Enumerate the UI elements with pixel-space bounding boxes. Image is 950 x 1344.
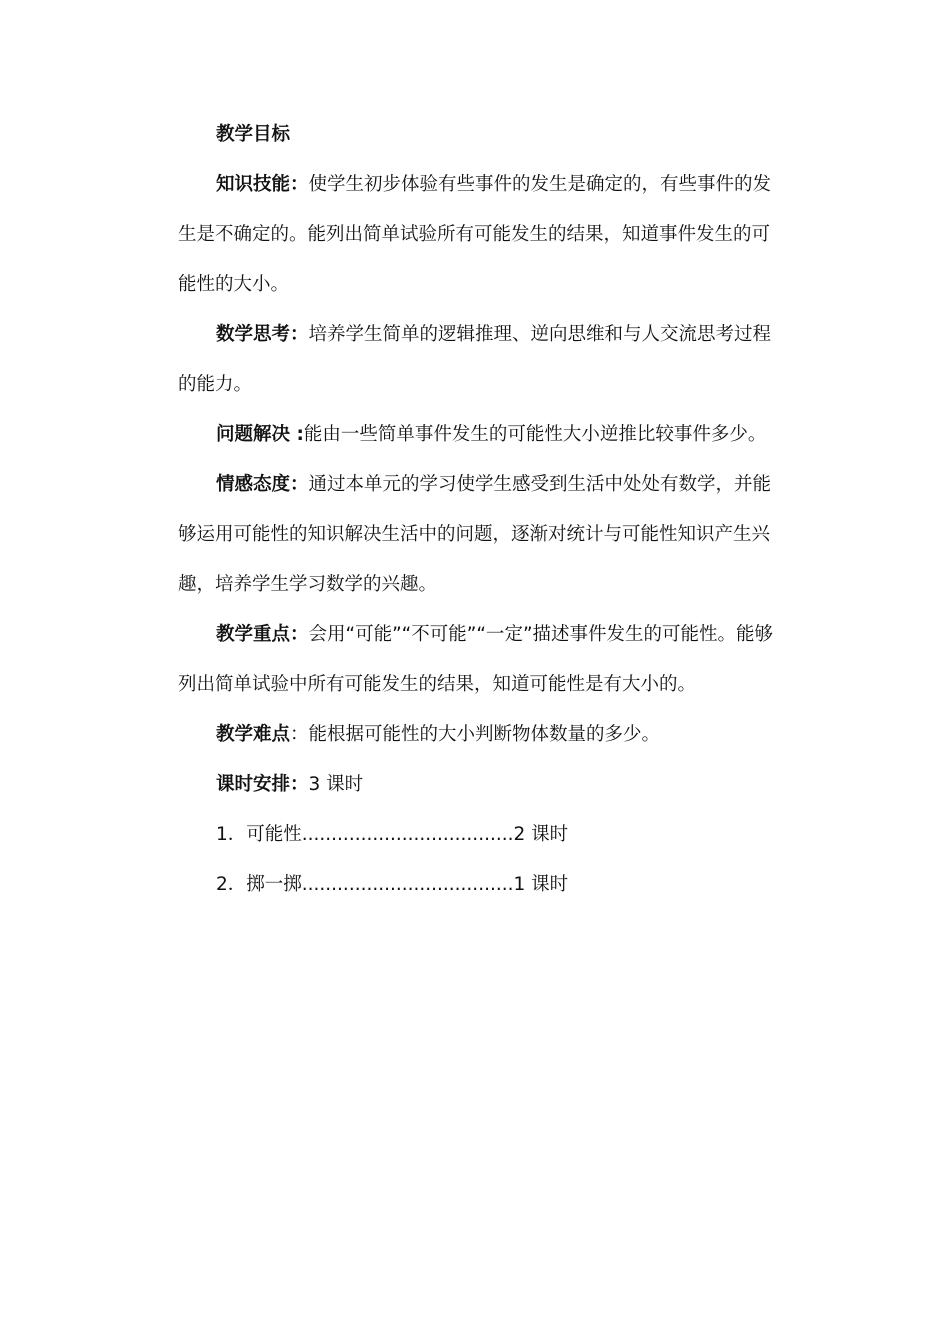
keypoint-text: 会用“可能”“不可能”“一定”描述事件发生的可能性。能够列出简单试验中所有可能发生的结果，知道可能性是有大小的。: [178, 624, 774, 695]
difficulty-text: ：能根据可能性的大小判断物体数量的多少。: [290, 724, 661, 745]
problem-label: 问题解决 :: [216, 424, 304, 445]
schedule-label: 课时安排：: [216, 774, 309, 795]
schedule-text: 3 课时: [308, 774, 364, 795]
paragraph-difficulty: [178, 710, 778, 760]
toc-item: 1．可能性....................................2 课时: [216, 824, 569, 845]
paragraph-knowledge: [178, 160, 778, 310]
difficulty-label: 教学难点: [216, 724, 291, 745]
attitude-text: 通过本单元的学习使学生感受到生活中处处有数学，并能够运用可能性的知识解决生活中的问题，逐渐对统计与可能性知识产生兴趣，培养学生学习数学的兴趣。: [178, 474, 772, 595]
knowledge-text: 使学生初步体验有些事件的发生是确定的，有些事件的发生是不确定的。能列出简单试验所有可能发生的结果，知道事件发生的可能性的大小。: [178, 174, 772, 295]
paragraph-attitude: [178, 460, 778, 610]
paragraph-problem: [178, 410, 778, 460]
knowledge-label: 知识技能：: [216, 174, 309, 195]
thinking-text: 培养学生简单的逻辑推理、逆向思维和与人交流思考过程的能力。: [178, 324, 772, 395]
thinking-label: 数学思考：: [216, 324, 309, 345]
attitude-label: 情感态度：: [216, 474, 309, 495]
section-heading: 教学目标: [216, 124, 291, 145]
document-body: [178, 110, 778, 910]
paragraph-schedule: [178, 760, 778, 810]
keypoint-label: 教学重点：: [216, 624, 309, 645]
problem-text: 能由一些简单事件发生的可能性大小逆推比较事件多少。: [303, 424, 767, 445]
toc-item: 2．掷一掷....................................1 课时: [216, 874, 569, 895]
paragraph-thinking: [178, 310, 778, 410]
paragraph-keypoint: [178, 610, 778, 710]
